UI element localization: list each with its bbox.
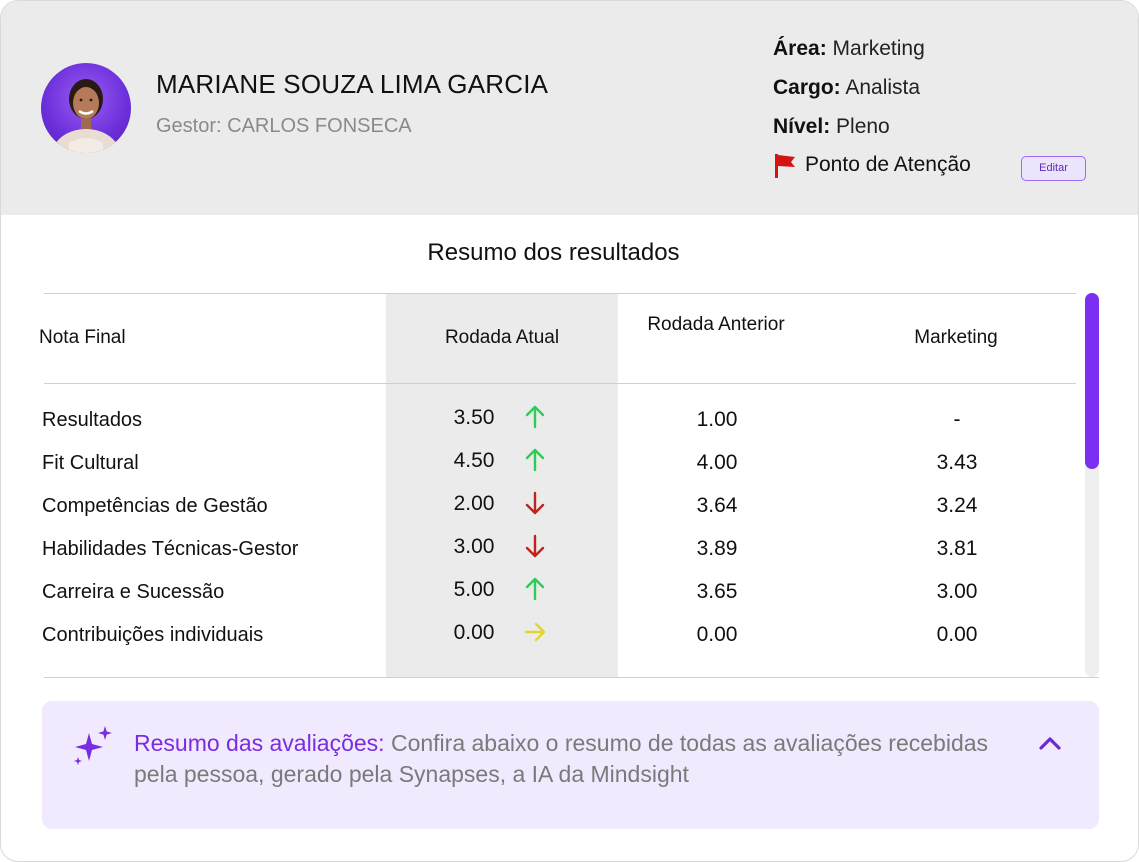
table-row (1, 530, 1081, 570)
row-label: Fit Cultural (42, 452, 139, 474)
chevron-up-icon[interactable] (1037, 733, 1063, 753)
trend-up-arrow-icon (523, 576, 547, 602)
previous-score: 4.00 (696, 451, 738, 474)
table-row (1, 444, 1081, 484)
sparkle-icon (73, 725, 115, 767)
header-rodada-anterior: Rodada Anterior (647, 314, 785, 335)
info-nivel (773, 115, 890, 139)
employee-name: MARIANE SOUZA LIMA GARCIA (156, 69, 549, 99)
previous-score: 3.65 (696, 580, 738, 603)
previous-score: 3.89 (696, 537, 738, 560)
cargo-value: Analista (845, 76, 921, 99)
table-top-divider (44, 293, 1076, 294)
area-score: 3.81 (936, 537, 978, 560)
previous-score: 1.00 (696, 408, 738, 431)
avatar (41, 63, 131, 153)
nivel-label: Nível: (773, 115, 831, 138)
attention-label: Ponto de Atenção (805, 153, 971, 176)
flag-icon (773, 153, 797, 179)
row-label: Competências de Gestão (42, 495, 268, 517)
table-row (1, 616, 1081, 656)
area-score: 0.00 (936, 623, 978, 646)
ai-summary-text (134, 728, 1014, 790)
trend-down-arrow-icon (523, 490, 547, 516)
row-label: Contribuições individuais (42, 624, 264, 646)
trend-up-arrow-icon (523, 447, 547, 473)
cargo-label: Cargo: (773, 76, 841, 99)
info-area (773, 37, 925, 61)
current-score: 5.00 (453, 578, 495, 601)
trend-up-arrow-icon (523, 404, 547, 430)
table-row (1, 487, 1081, 527)
current-score: 3.00 (453, 535, 495, 558)
ai-summary-description: Confira abaixo o resumo de todas as avaliações recebidas pela pessoa, gerado pela Synapses, a IA da Mindsight (134, 730, 989, 787)
table-header-divider (44, 383, 1076, 384)
ai-summary-title: Resumo das avaliações: (134, 730, 385, 756)
header-rodada-atual: Rodada Atual (444, 327, 560, 348)
previous-score: 0.00 (696, 623, 738, 646)
header-nota-final: Nota Final (39, 327, 126, 348)
previous-score: 3.64 (696, 494, 738, 517)
table-bottom-divider (44, 677, 1099, 678)
row-label: Habilidades Técnicas-Gestor (42, 538, 299, 560)
row-label: Resultados (42, 409, 143, 431)
trend-neutral-arrow-icon (523, 619, 547, 645)
info-cargo (773, 76, 920, 100)
table-row (1, 401, 1081, 441)
area-label: Área: (773, 37, 827, 60)
header-marketing: Marketing (914, 327, 998, 348)
current-score: 0.00 (453, 621, 495, 644)
edit-button[interactable]: Editar (1021, 156, 1086, 181)
area-value: Marketing (832, 37, 925, 60)
area-score: 3.24 (936, 494, 978, 517)
section-title: Resumo dos resultados (427, 239, 680, 266)
trend-down-arrow-icon (523, 533, 547, 559)
row-label: Carreira e Sucessão (42, 581, 225, 603)
current-score: 2.00 (453, 492, 495, 515)
table-row (1, 573, 1081, 613)
profile-header (1, 1, 1139, 215)
current-score: 3.50 (453, 406, 495, 429)
current-score: 4.50 (453, 449, 495, 472)
scrollbar-thumb[interactable] (1085, 293, 1099, 469)
area-score: 3.00 (936, 580, 978, 603)
manager-name: Gestor: CARLOS FONSECA (156, 115, 412, 137)
area-score: 3.43 (936, 451, 978, 474)
area-score: - (953, 408, 961, 431)
nivel-value: Pleno (836, 115, 890, 138)
